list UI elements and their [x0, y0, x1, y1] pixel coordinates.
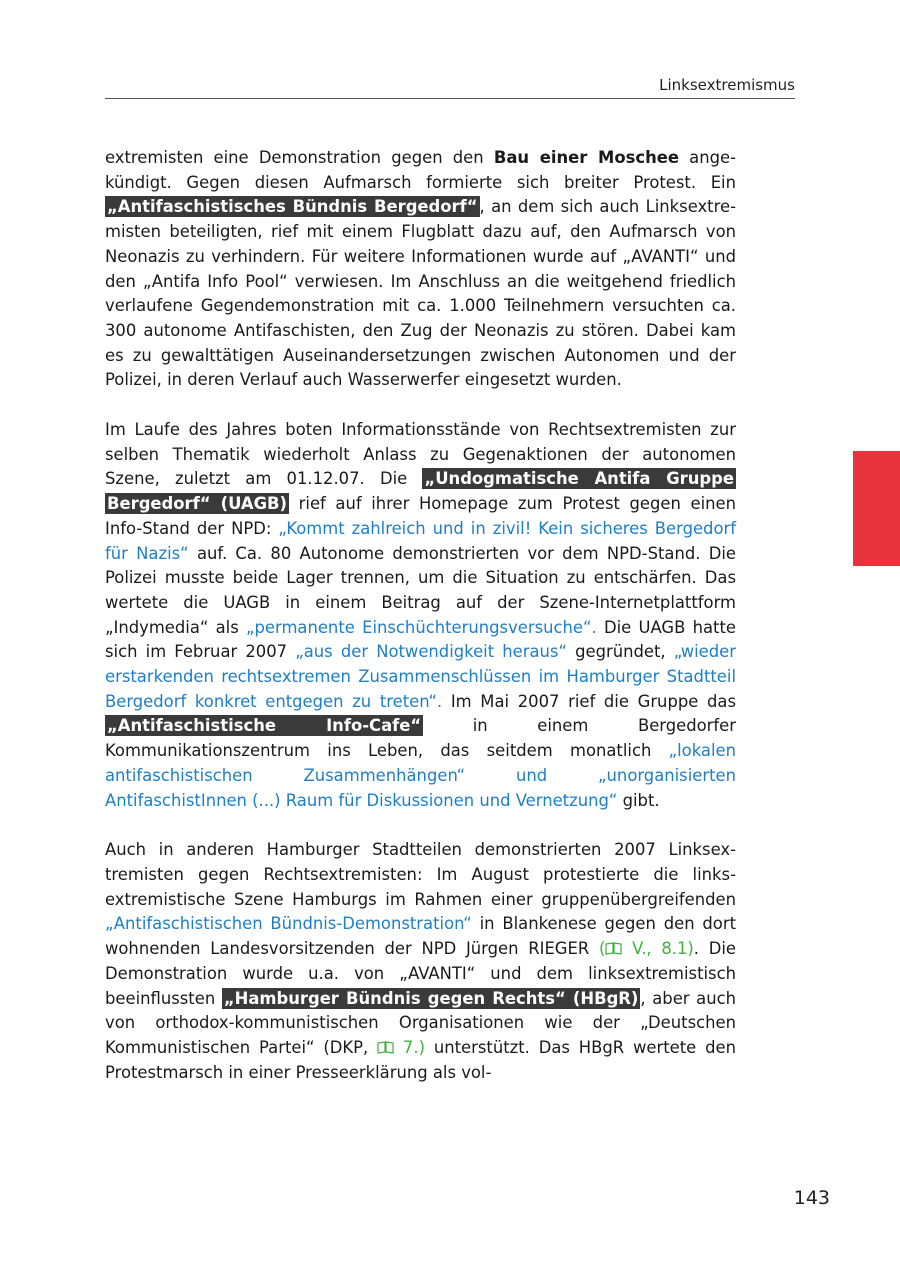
- book-icon: [377, 1041, 394, 1054]
- text-run: angekündigt. Gegen diesen Aufmarsch formierte sich breiter Protest. Ein: [105, 148, 736, 192]
- text-run: gibt.: [617, 790, 660, 810]
- paragraph-3: [105, 838, 736, 1085]
- header-rule: [105, 98, 795, 99]
- highlighted-organization: „Hamburger Bündnis gegen Rechts“ (HBgR): [223, 988, 639, 1008]
- ref-text: 7.): [394, 1037, 425, 1057]
- text-run: rief auf ihrer Homepage zum Protest gegen einen Info-Stand der NPD:: [105, 494, 736, 538]
- text-run: Auch in anderen Hamburger Stadtteilen demonstrierten 2007 Linksextremisten gegen Rechtsextremisten: Im August protestierte die linksextremistische Szene Hamburgs im Rahmen einer gruppenübergreifenden: [105, 840, 736, 909]
- highlighted-organization: „Antifaschistisches Bündnis Bergedorf“: [107, 197, 478, 217]
- highlighted-organization: „Undogmatische Antifa Gruppe Bergedorf“ (UAGB): [107, 469, 734, 514]
- quote: „Kommt zahlreich und in zivil! Kein sicheres Bergedorf für Nazis“: [105, 518, 736, 563]
- book-icon: [605, 942, 622, 955]
- page-number: 143: [793, 1187, 830, 1209]
- running-header: Linksextremismus: [659, 76, 795, 94]
- text-run: Die UAGB hatte sich im Februar 2007: [105, 617, 736, 662]
- text-run: Im Laufe des Jahres boten Informationsstände von Rechtsextremisten zur selben Thematik wiederholt Anlass zu Gegenaktionen der autonomen Szene, zuletzt am 01.12.07. Die: [105, 420, 736, 489]
- bold-term: Bau einer Moschee: [493, 148, 679, 167]
- quote: „Antifaschistischen Bündnis-Demonstration“: [105, 914, 472, 934]
- main-text: [105, 146, 736, 1110]
- text-run: unterstützt. Das HBgR wertete den Protestmarsch in einer Presseerklärung als vol-: [105, 1037, 736, 1082]
- highlighted-organization: „Antifaschistische Info-Cafe“: [107, 716, 422, 736]
- quote: „permanente Einschüchterungsversuche“.: [246, 617, 597, 637]
- paragraph-1: [105, 146, 736, 393]
- text-run: in einem Bergedorfer Kommunikationszentrum ins Leben, das seitdem monatlich: [105, 716, 736, 761]
- quote: „lokalen antifaschistischen Zusammenhängen“ und „unorganisierten AntifaschistInnen (...) Raum für Diskussionen und Vernetzung“: [105, 741, 736, 810]
- cross-reference[interactable]: [377, 1038, 425, 1057]
- text-run: . Die Demonstration wurde u.a. von „AVANTI“ und dem linksextremistisch beeinflussten: [105, 939, 736, 1008]
- cross-reference[interactable]: [599, 939, 694, 958]
- text-run: extremisten eine Demonstration gegen den: [105, 148, 494, 167]
- ref-paren: (: [598, 939, 606, 959]
- paragraph-2: [105, 418, 736, 813]
- text-run: , aber auch von orthodox-kommunistischen Organisationen wie der „Deutschen Kommunistischen Partei“ (DKP,: [105, 988, 736, 1057]
- quote: „wieder erstarkenden rechtsextremen Zusammenschlüssen im Hamburger Stadtteil Bergedorf konkret entgegen zu treten“.: [105, 642, 736, 711]
- chapter-side-tab: [853, 451, 900, 566]
- quote: „aus der Notwendigkeit heraus“: [295, 642, 567, 662]
- text-run: Im Mai 2007 rief die Gruppe das: [442, 691, 736, 711]
- text-run: , an dem sich auch Linksextremisten beteiligten, rief mit einem Flugblatt dazu auf, den Aufmarsch von Neonazis zu verhindern. Für weitere Informationen wurde auf „AVANTI“ und den „Antifa Info Pool“ verwiesen. Im Anschluss an die weitgehend friedlich verlaufene Gegendemonstration mit ca. 1.000 Teilnehmern versuchten ca. 300 autonome Antifaschisten, den Zug der Neonazis zu stören. Dabei kam es zu gewalttätigen Auseinandersetzungen zwischen Autonomen und der Polizei, in deren Verlauf auch Wasserwerfer eingesetzt wurden.: [105, 197, 736, 390]
- text-run: in Blankenese gegen den dort wohnenden Landesvorsitzenden der NPD Jürgen RIEGER: [105, 914, 736, 959]
- ref-text: V., 8.1): [622, 939, 694, 959]
- text-run: auf. Ca. 80 Autonome demonstrierten vor dem NPD-Stand. Die Polizei musste beide Lager trennen, um die Situation zu entschärfen. Das wertete die UAGB in einem Beitrag auf der Szene-Internetplattform „Indymedia“ als: [105, 543, 736, 637]
- text-run: gegründet,: [566, 642, 674, 662]
